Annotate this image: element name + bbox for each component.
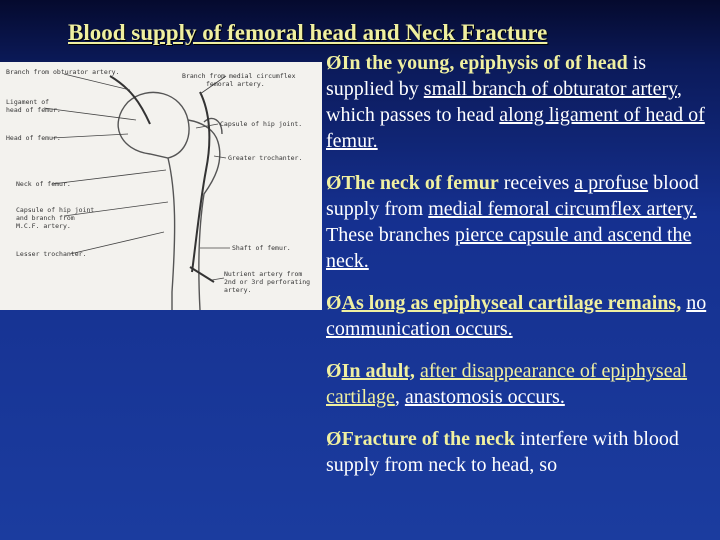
p2-text-2: blood supply from [326,172,699,220]
bullet-young-epiphysis [326,50,718,154]
p2-text: receives [498,172,575,194]
label-capsule-2-3: M.C.F. artery. [16,222,71,230]
p1-text: is supplied by [326,52,647,100]
p2-text-3: These branches [326,224,455,246]
label-nutrient-1: Nutrient artery from [224,270,303,278]
p2-pierce: pierce capsule and ascend the neck. [326,224,692,272]
femur-shaft-right [188,120,220,310]
leader-head [52,134,128,138]
label-ligament-2: head of femur. [6,106,61,114]
p3-lead: As long as epiphyseal cartilage remains, [341,292,682,314]
label-obturator: Branch from obturator artery. [6,68,120,76]
p4-cartilage: after disappearance of epiphyseal cartilage [326,360,688,408]
label-shaft: Shaft of femur. [232,244,291,252]
label-capsule-2-2: and branch from [16,214,75,222]
label-head: Head of femur. [6,134,61,142]
label-nutrient-2: 2nd or 3rd perforating [224,278,311,286]
label-nutrient-3: artery. [224,286,252,294]
bullet-arrow-icon: Ø [326,360,342,382]
bullet-neck-supply [326,170,718,274]
femoral-head-diagram [0,62,322,310]
bullet-cartilage [326,290,718,342]
bullet-arrow-icon: Ø [326,428,342,450]
label-mcf: Branch from medial circumflex [182,72,296,80]
leader-nutrient [212,278,224,280]
p2-mfca: medial femoral circumflex artery. [428,198,697,220]
bullet-adult [326,358,718,410]
p1-obturator: small branch of obturator artery [423,78,677,100]
p1-text-2: , which passes to head [326,78,682,126]
femoral-head-outline [118,92,189,158]
bullet-arrow-icon: Ø [326,292,342,314]
p5-text: interfere with blood supply from neck to head, so [326,428,679,476]
p1-ligament: along ligament of head of femur. [326,104,705,152]
p2-profuse: a profuse [574,172,649,194]
label-capsule: Capsule of hip joint. [220,120,303,128]
label-neck: Neck of femur. [16,180,71,188]
p3-text: no communication occurs. [326,292,707,340]
bullet-fracture [326,426,718,478]
p4-comma: , [394,386,405,408]
p5-lead: Fracture of the neck [341,428,516,450]
label-mcf-2: femoral artery. [206,80,265,88]
label-ligament-1: Ligament of [6,98,50,106]
bullet-arrow-icon: Ø [326,52,342,74]
p2-lead: The neck of femur [341,172,499,194]
label-lesser: Lesser trochanter. [16,250,87,258]
femur-shaft-left [168,158,175,310]
p1-lead: In the young, epiphysis of of head [341,52,628,74]
content-column [326,50,718,494]
label-greater: Greater trochanter. [228,154,303,162]
p4-lead: In adult, [341,360,415,382]
bullet-arrow-icon: Ø [326,172,342,194]
diagram-svg [0,62,322,310]
p4-anastomosis: anastomosis occurs. [404,386,565,408]
slide-title: Blood supply of femoral head and Neck Fracture [68,20,548,45]
nutrient-artery [190,267,214,282]
label-capsule-2-1: Capsule of hip joint [16,206,95,214]
